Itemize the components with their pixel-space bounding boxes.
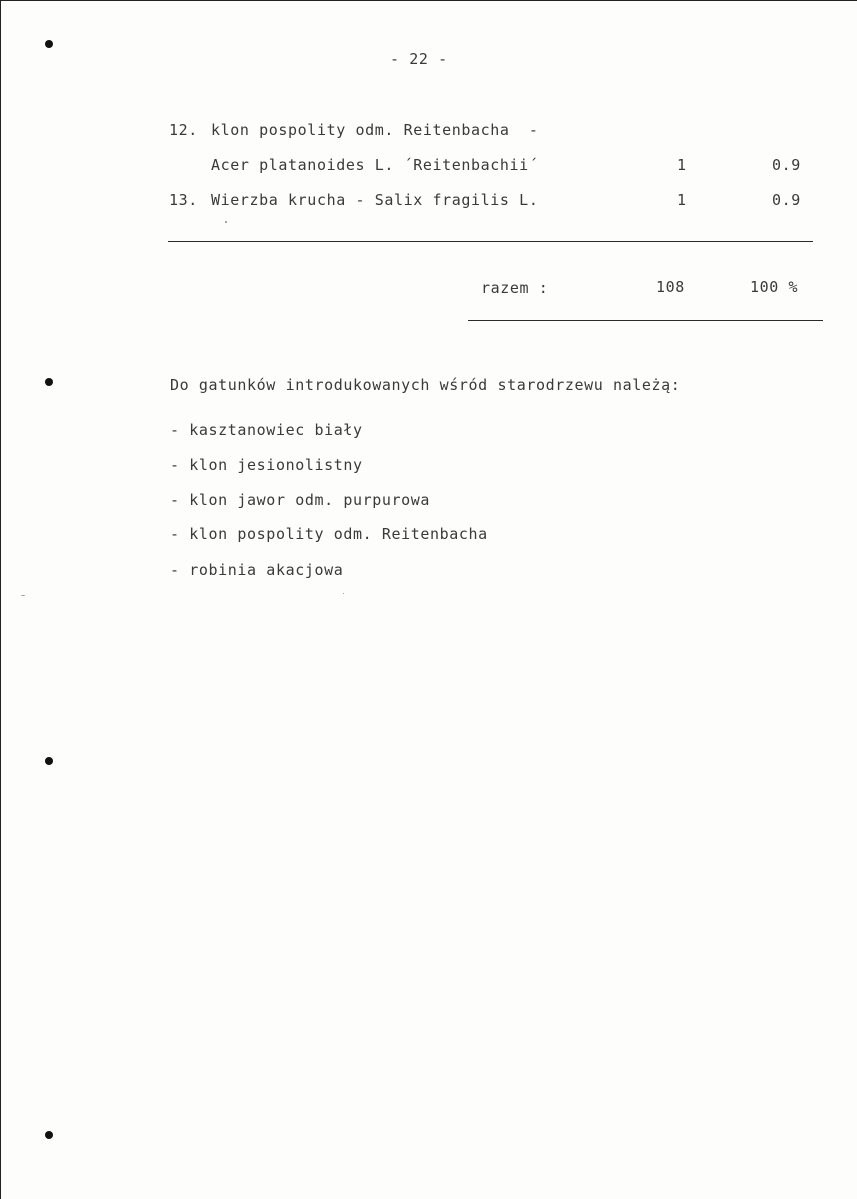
species-name-latin: Acer platanoides L. ´Reitenbachii´: [211, 156, 539, 174]
total-percent: 100 %: [750, 278, 799, 296]
ink-speck: [343, 593, 344, 594]
species-name-polish: klon pospolity odm. Reitenbacha -: [211, 121, 539, 139]
species-percent: 0.9: [772, 191, 801, 209]
row-number: 12.: [169, 121, 198, 139]
introduced-list-item: - robinia akacjowa: [170, 561, 344, 579]
ink-speck: [225, 221, 227, 223]
punch-hole: [45, 378, 53, 386]
punch-hole: [45, 757, 53, 765]
introduced-list-item: - klon jesionolistny: [170, 456, 363, 474]
table-bottom-rule: [168, 241, 813, 242]
introduced-list-item: - kasztanowiec biały: [170, 421, 363, 439]
ink-speck: [21, 595, 25, 596]
species-count: 1: [677, 191, 687, 209]
species-name: Wierzba krucha - Salix fragilis L.: [211, 191, 539, 209]
introduced-list-item: - klon jawor odm. purpurowa: [170, 491, 431, 509]
page-number: - 22 -: [390, 50, 448, 68]
species-count: 1: [677, 156, 687, 174]
total-label: razem :: [481, 279, 549, 297]
species-percent: 0.9: [772, 156, 801, 174]
introduced-list-item: - klon pospolity odm. Reitenbacha: [170, 525, 488, 543]
total-underline: [468, 320, 823, 321]
punch-hole: [45, 40, 53, 48]
introduced-heading: Do gatunków introdukowanych wśród starodrzewu należą:: [170, 376, 681, 394]
row-number: 13.: [169, 191, 198, 209]
total-count: 108: [656, 278, 685, 296]
punch-hole: [45, 1131, 53, 1139]
